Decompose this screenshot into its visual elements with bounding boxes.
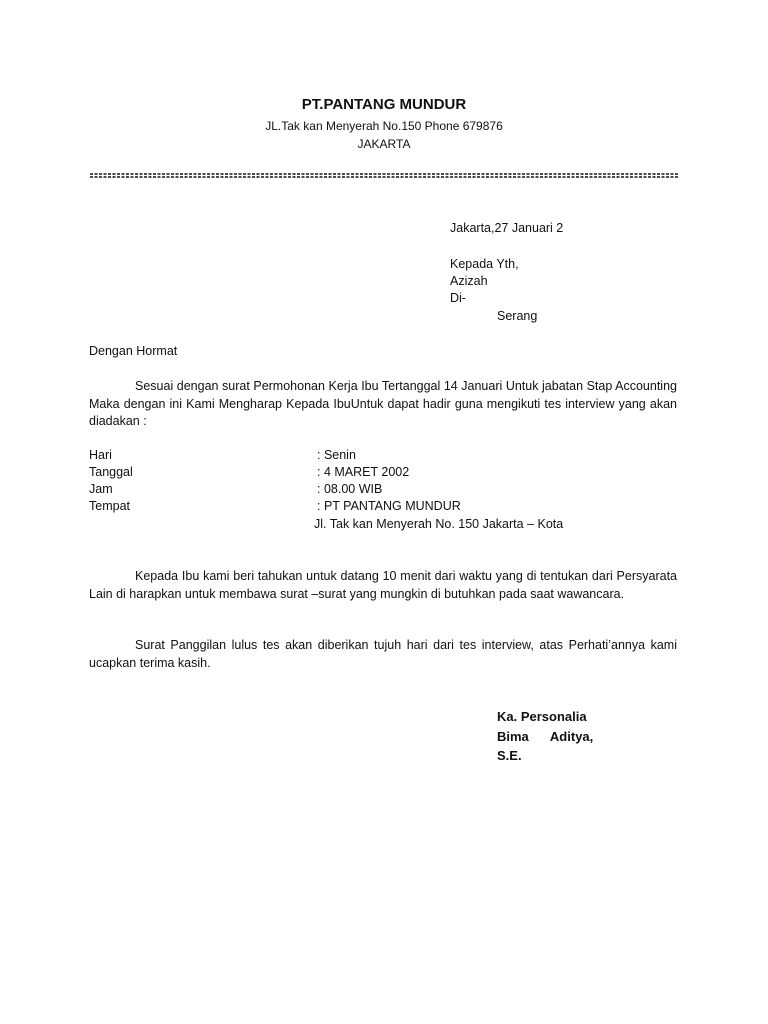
detail-label-hari: Hari [89, 448, 112, 462]
body-paragraph-3: Surat Panggilan lulus tes akan diberikan tujuh hari dari tes interview, atas Perhati’annya kami ucapkan terima kasih. [89, 638, 677, 670]
letter-date: Jakarta,27 Januari 2 [450, 221, 564, 235]
detail-label-jam: Jam [89, 482, 113, 496]
detail-label-tanggal: Tanggal [89, 465, 133, 479]
detail-label-tempat: Tempat [89, 499, 130, 513]
company-name: PT.PANTANG MUNDUR [301, 96, 467, 113]
recipient-di: Di- [450, 291, 466, 305]
detail-value-tempat: : PT PANTANG MUNDUR [317, 499, 461, 513]
body-paragraph-1: Sesuai dengan surat Permohonan Kerja Ibu Tertanggal 14 Januari Untuk jabatan Stap Accounting Maka dengan ini Kami Mengharap Kepada IbuUntuk dapat hadir guna mengikuti tes interview yang akan diadakan : [89, 379, 677, 428]
recipient-city: Serang [497, 309, 538, 323]
signature-degree: S.E. [497, 748, 522, 763]
signature-name: Bima Aditya, [497, 729, 594, 744]
signature-title: Ka. Personalia [497, 709, 587, 724]
detail-value-jam: : 08.00 WIB [317, 482, 383, 496]
detail-value-tanggal: : 4 MARET 2002 [317, 465, 410, 479]
body-paragraph-2: Kepada Ibu kami beri tahukan untuk datang 10 menit dari waktu yang di tentukan dari Persyarata Lain di harapkan untuk membawa surat –surat yang mungkin di butuhkan pada saat wawancara. [89, 569, 677, 601]
detail-value-tempat-address: Jl. Tak kan Menyerah No. 150 Jakarta – Kota [314, 517, 564, 531]
detail-value-hari: : Senin [317, 448, 356, 462]
recipient-name: Azizah [450, 274, 488, 288]
recipient-greeting: Kepada Yth, [450, 257, 519, 271]
letterhead-divider [88, 172, 680, 180]
company-city: JAKARTA [357, 137, 411, 151]
company-address: JL.Tak kan Menyerah No.150 Phone 679876 [265, 119, 503, 133]
salutation: Dengan Hormat [89, 344, 178, 358]
